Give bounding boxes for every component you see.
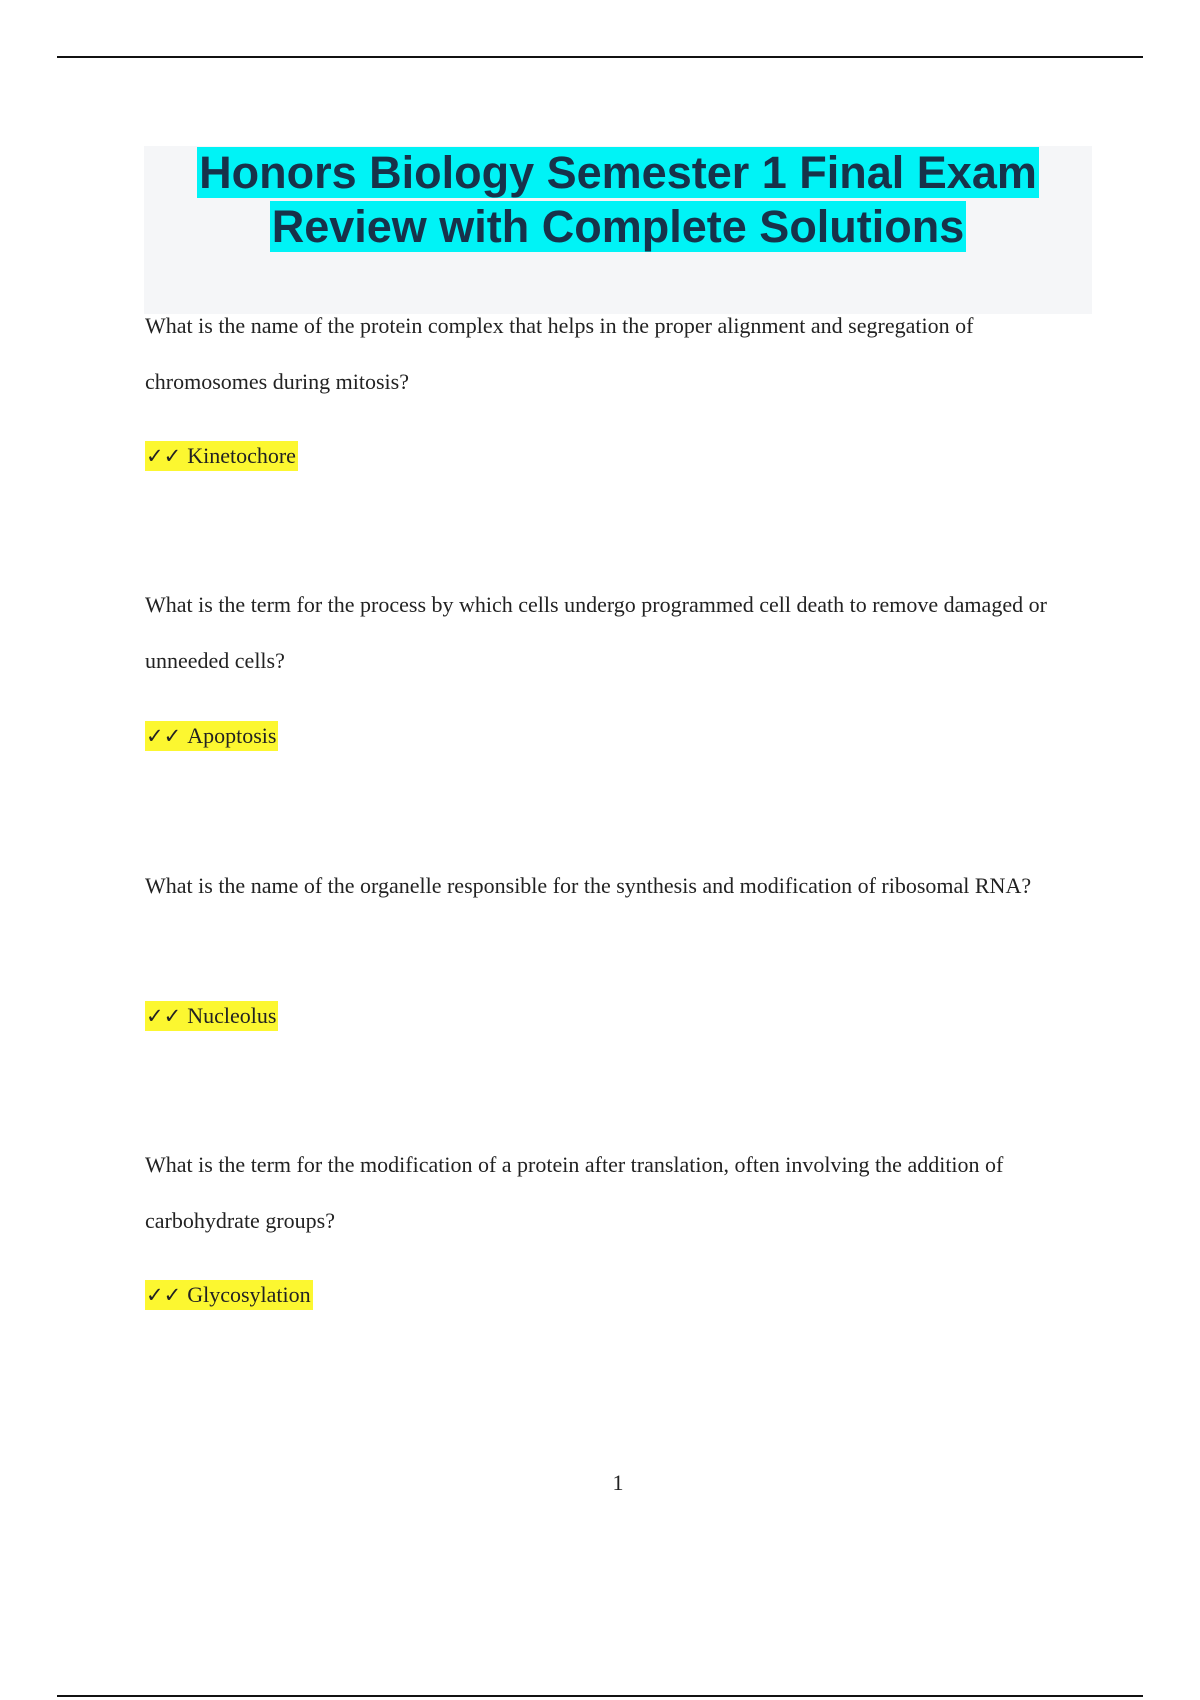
answer-text: Kinetochore [187, 443, 296, 468]
check-icon: ✓✓ [146, 1283, 182, 1307]
answer-4 [145, 1279, 313, 1311]
check-icon: ✓✓ [146, 1004, 182, 1028]
answer-3 [145, 1000, 278, 1032]
question-2: What is the term for the process by which cells undergo programmed cell death to remove damaged or unneeded cells? [145, 592, 1047, 673]
footer-rule [57, 1695, 1143, 1697]
answer-2 [145, 720, 278, 752]
answer-text: Apoptosis [187, 723, 277, 748]
question-4: What is the term for the modification of a protein after translation, often involving the addition of carbohydrate groups? [145, 1152, 1004, 1233]
question-3: What is the name of the organelle responsible for the synthesis and modification of ribosomal RNA? [145, 873, 1032, 898]
answer-1 [145, 440, 298, 472]
page-number: 1 [612, 1470, 624, 1495]
answer-text: Nucleolus [187, 1003, 277, 1028]
check-icon: ✓✓ [146, 444, 182, 468]
document-title: Honors Biology Semester 1 Final Exam Review with Complete Solutions [199, 147, 1037, 252]
question-1: What is the name of the protein complex that helps in the proper alignment and segregation of chromosomes during mitosis? [145, 313, 974, 394]
answer-text: Glycosylation [187, 1282, 311, 1307]
check-icon: ✓✓ [146, 724, 182, 748]
header-rule [57, 56, 1143, 58]
